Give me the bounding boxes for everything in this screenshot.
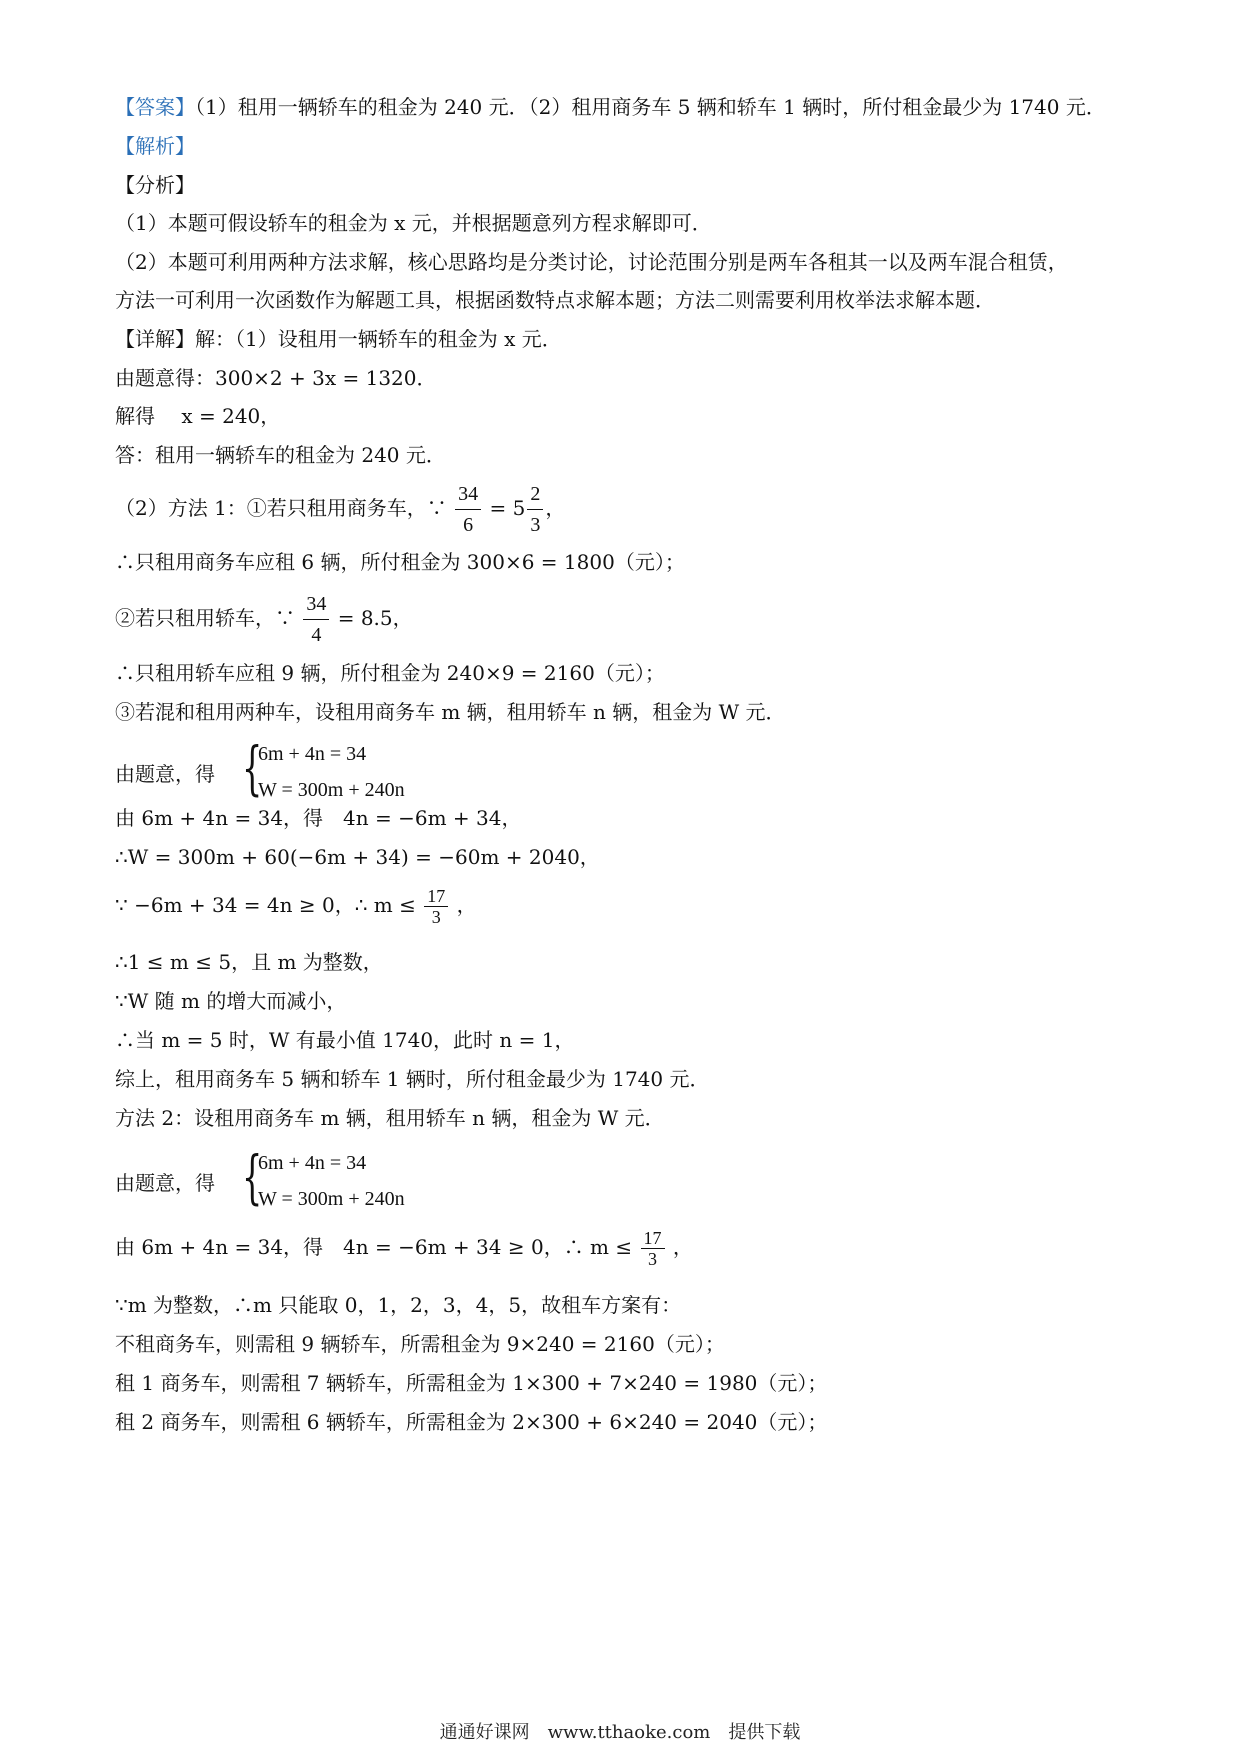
fraction-34-6 xyxy=(455,479,481,540)
system-equations xyxy=(258,736,405,808)
fraction-denominator: 4 xyxy=(311,624,322,646)
detail-line-4: 答：租用一辆轿车的租金为 240 元． xyxy=(115,443,446,467)
method1-c-post: = 8.5， xyxy=(337,606,413,630)
method2-line-b xyxy=(115,1222,1160,1272)
detail-text: 解：（1）设租用一辆轿车的租金为 x 元． xyxy=(195,327,562,351)
system-eq-2: W = 300m + 240n xyxy=(258,779,405,801)
analysis-line-2: （2）本题可利用两种方法求解，核心思路均是分类讨论，讨论范围分别是两车各租其一以及两车混合租赁， xyxy=(115,250,1068,274)
analysis-line-3: 方法一可利用一次函数作为解题工具，根据函数特点求解本题；方法二则需要利用枚举法求解本题． xyxy=(115,288,995,312)
system-lead: 由题意，得 xyxy=(115,762,215,786)
fraction-denominator: 3 xyxy=(530,514,541,536)
method1-line-d: ∴只租用轿车应租 9 辆，所付租金为 240×9 = 2160（元）； xyxy=(115,661,665,685)
fenxi-heading xyxy=(115,170,1160,200)
analysis-line-1: （1）本题可假设轿车的租金为 x 元，并根据题意列方程求解即可． xyxy=(115,211,712,235)
method2-line-d: 不租商务车，则需租 9 辆轿车，所需租金为 9×240 = 2160（元）； xyxy=(115,1332,725,1356)
analysis-tag: 【解析】 xyxy=(115,134,195,158)
fraction-numerator: 34 xyxy=(455,479,481,510)
system-equations xyxy=(258,1145,405,1217)
detail-line-1 xyxy=(115,324,1160,354)
system-eq-1: 6m + 4n = 34 xyxy=(258,1152,367,1174)
method1-line-j: ∵W 随 m 的增大而减小， xyxy=(115,989,347,1013)
method1-line-h xyxy=(115,880,1160,930)
fraction-17-3 xyxy=(641,1228,665,1269)
fraction-numerator: 17 xyxy=(641,1228,665,1249)
fraction-denominator: 3 xyxy=(648,1249,657,1269)
detail-tag: 【详解】 xyxy=(115,327,195,351)
method2-line-c: ∵m 为整数，∴m 只能取 0，1，2，3，4，5，故租车方案有： xyxy=(115,1293,682,1317)
method1-eq: = 5 xyxy=(489,496,526,520)
fraction-numerator: 2 xyxy=(527,479,543,510)
method2-line-e: 租 1 商务车，则需租 7 辆轿车，所需租金为 1×300 + 7×240 = 1980（元）； xyxy=(115,1371,828,1395)
method2-line-f: 租 2 商务车，则需租 6 辆轿车，所需租金为 2×300 + 6×240 = 2040（元）； xyxy=(115,1410,828,1434)
method2-b-post: ， xyxy=(672,1235,693,1259)
analysis-heading xyxy=(115,131,1160,161)
fraction-denominator: 6 xyxy=(463,514,474,536)
fraction-34-4 xyxy=(303,589,329,650)
fraction-17-3 xyxy=(424,886,448,927)
method1-line-e: ③若混和租用两种车，设租用商务车 m 辆，租用轿车 n 辆，租金为 W 元． xyxy=(115,700,786,724)
method1-c-pre: ②若只租用轿车，∵ xyxy=(115,606,295,630)
method1-h-pre: ∵ −6m + 34 = 4n ≥ 0，∴ m ≤ xyxy=(115,893,416,917)
answer-tag: 【答案】 xyxy=(115,95,195,119)
system-lead: 由题意，得 xyxy=(115,1171,215,1195)
page-footer: 通通好课网 www.tthaoke.com 提供下载 xyxy=(439,1722,801,1743)
method1-line-i: ∴1 ≤ m ≤ 5，且 m 为整数， xyxy=(115,950,383,974)
method1-line-c xyxy=(115,588,1160,650)
method1-end: ， xyxy=(545,496,566,520)
answer-line xyxy=(115,92,1160,122)
method1-line-a xyxy=(115,478,1160,540)
method1-line-g: ∴W = 300m + 60(−6m + 34) = −60m + 2040， xyxy=(115,845,600,869)
detail-line-2: 由题意得：300×2 + 3x = 1320． xyxy=(115,366,437,390)
equation-system-2 xyxy=(115,1145,515,1225)
method2-line-a: 方法 2：设租用商务车 m 辆，租用轿车 n 辆，租金为 W 元． xyxy=(115,1106,665,1130)
fenxi-tag: 【分析】 xyxy=(115,173,195,197)
detail-line-3: 解得 x = 240， xyxy=(115,404,281,428)
system-eq-1: 6m + 4n = 34 xyxy=(258,743,367,765)
method1-h-post: ， xyxy=(456,893,477,917)
method2-b-pre: 由 6m + 4n = 34，得 4n = −6m + 34 ≥ 0，∴ m ≤ xyxy=(115,1235,633,1259)
answer-text: （1）租用一辆轿车的租金为 240 元．（2）租用商务车 5 辆和轿车 1 辆时，所付租金最少为 1740 元． xyxy=(195,95,1106,119)
brace: { xyxy=(242,1143,263,1211)
method1-line-l: 综上，租用商务车 5 辆和轿车 1 辆时，所付租金最少为 1740 元． xyxy=(115,1067,710,1091)
system-eq-2: W = 300m + 240n xyxy=(258,1188,405,1210)
fraction-denominator: 3 xyxy=(431,907,441,927)
mixed-fraction xyxy=(527,479,543,540)
method1-line-b: ∴只租用商务车应租 6 辆，所付租金为 300×6 = 1800（元）； xyxy=(115,550,685,574)
brace: { xyxy=(242,734,263,802)
fraction-numerator: 17 xyxy=(424,886,448,907)
method1-line-k: ∴当 m = 5 时，W 有最小值 1740，此时 n = 1， xyxy=(115,1028,575,1052)
fraction-numerator: 34 xyxy=(303,589,329,620)
method1-line-f: 由 6m + 4n = 34，得 4n = −6m + 34， xyxy=(115,806,522,830)
method1-intro: （2）方法 1：①若只租用商务车，∵ xyxy=(115,496,447,520)
